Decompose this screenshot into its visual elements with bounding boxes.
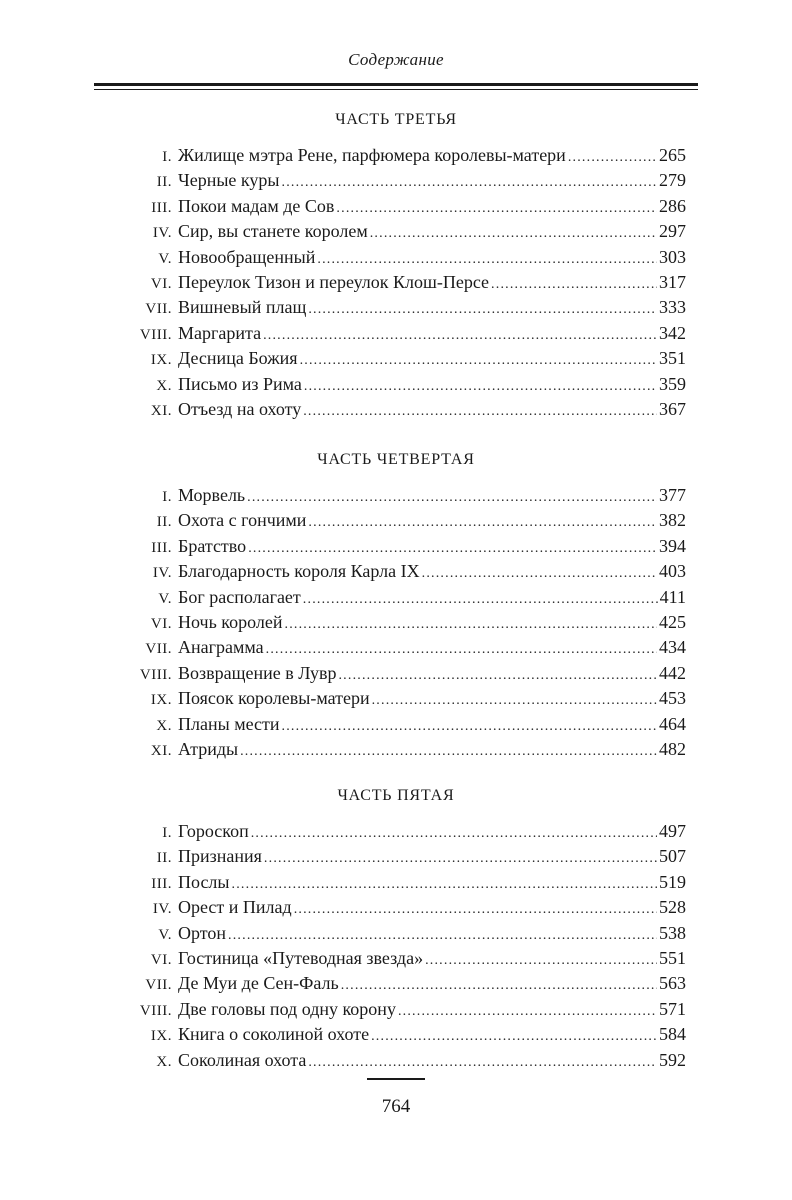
- chapter-title: Переулок Тизон и переулок Клош-Персе: [178, 271, 490, 292]
- dot-leader: [371, 1024, 657, 1049]
- toc-entry: [0, 971, 792, 996]
- chapter-page: 571: [659, 998, 686, 1019]
- toc-entries: [0, 819, 792, 1073]
- toc-entry: [0, 585, 792, 610]
- header-rule-thick: [94, 83, 698, 86]
- toc-entry: [0, 895, 792, 920]
- chapter-number: VIII.: [139, 326, 172, 343]
- chapter-title: Признания: [178, 846, 262, 867]
- toc-entry: [0, 686, 792, 711]
- toc-entries: [0, 483, 792, 762]
- chapter-page: 351: [659, 348, 686, 369]
- chapter-title: Атриды: [178, 738, 239, 759]
- chapter-number: III.: [151, 199, 172, 216]
- header-rule-thin: [94, 89, 698, 90]
- chapter-title: Ночь королей: [178, 611, 283, 632]
- chapter-number: VI.: [150, 951, 172, 968]
- chapter-number: II.: [156, 850, 172, 867]
- chapter-title: Жилище мэтра Рене, парфюмера королевы-матери: [178, 145, 566, 165]
- dot-leader: [248, 536, 657, 561]
- chapter-number: V.: [158, 590, 172, 607]
- dot-leader: [282, 170, 658, 195]
- chapter-number: V.: [158, 926, 172, 943]
- toc-entry: [0, 372, 792, 397]
- chapter-title: Морвель: [178, 485, 246, 505]
- chapter-title: Планы мести: [178, 713, 280, 734]
- chapter-page: 411: [659, 586, 686, 607]
- chapter-number: VII.: [145, 977, 172, 994]
- chapter-page: 507: [659, 846, 686, 867]
- dot-leader: [491, 272, 657, 297]
- toc-entry: [0, 168, 792, 193]
- chapter-title: Книга о соколиной охоте: [178, 1024, 370, 1045]
- chapter-number: IX.: [150, 692, 172, 709]
- chapter-number: IV.: [152, 565, 172, 582]
- chapter-title: Благодарность короля Карла IX: [178, 561, 420, 582]
- dot-leader: [294, 897, 657, 922]
- toc-entry: [0, 534, 792, 559]
- toc-entry: [0, 1022, 792, 1047]
- chapter-title: Охота с гончими: [178, 510, 307, 531]
- page-number: 764: [381, 1096, 411, 1117]
- toc-entry: [0, 559, 792, 584]
- chapter-number: IV.: [152, 225, 172, 242]
- chapter-number: IX.: [150, 1028, 172, 1045]
- chapter-number: X.: [156, 1053, 172, 1070]
- dot-leader: [232, 872, 657, 897]
- chapter-number: VI.: [150, 275, 172, 292]
- chapter-number: X.: [156, 377, 172, 394]
- chapter-page: 551: [659, 947, 686, 968]
- chapter-page: 359: [659, 373, 686, 394]
- chapter-number: IX.: [150, 352, 172, 369]
- chapter-number: VII.: [145, 301, 172, 318]
- dot-leader: [308, 297, 657, 322]
- chapter-page: 592: [659, 1049, 686, 1070]
- chapter-number: II.: [156, 514, 172, 531]
- dot-leader: [300, 348, 657, 373]
- toc-entry: [0, 346, 792, 371]
- dot-leader: [228, 923, 657, 948]
- dot-leader: [303, 587, 658, 612]
- dot-leader: [372, 688, 657, 713]
- chapter-title: Маргарита: [178, 322, 262, 343]
- chapter-title: Возвращение в Лувр: [178, 662, 337, 683]
- chapter-page: 584: [659, 1024, 686, 1045]
- chapter-number: VIII.: [139, 666, 172, 683]
- chapter-number: XI.: [150, 742, 172, 759]
- dot-leader: [422, 561, 657, 586]
- chapter-page: 279: [659, 170, 686, 191]
- dot-leader: [317, 247, 657, 272]
- dot-leader: [263, 323, 657, 348]
- toc-entry: [0, 997, 792, 1022]
- chapter-title: Новообращенный: [178, 246, 316, 267]
- chapter-number: I.: [162, 489, 172, 505]
- dot-leader: [568, 145, 657, 170]
- chapter-page: 519: [659, 871, 686, 892]
- chapter-number: VI.: [150, 615, 172, 632]
- chapter-page: 497: [659, 821, 686, 841]
- toc-entry: [0, 245, 792, 270]
- chapter-title: Ортон: [178, 922, 227, 943]
- toc-entry: [0, 870, 792, 895]
- chapter-title: Поясок королевы-матери: [178, 688, 370, 709]
- chapter-number: II.: [156, 174, 172, 191]
- part-title: ЧАСТЬ ТРЕТЬЯ: [335, 111, 457, 128]
- chapter-page: 434: [659, 637, 686, 658]
- chapter-number: X.: [156, 717, 172, 734]
- toc-part-four: [0, 447, 792, 762]
- chapter-title: Письмо из Рима: [178, 373, 302, 394]
- dot-leader: [341, 973, 657, 998]
- chapter-title: Десница Божия: [178, 348, 298, 369]
- toc-entry: [0, 712, 792, 737]
- chapter-title: Братство: [178, 535, 247, 556]
- chapter-number: III.: [151, 875, 172, 892]
- dot-leader: [308, 510, 657, 535]
- chapter-title: Послы: [178, 871, 230, 892]
- toc-entry: [0, 219, 792, 244]
- dot-leader: [398, 999, 657, 1024]
- toc-entry: [0, 483, 792, 508]
- folio-rule: [367, 1078, 425, 1080]
- dot-leader: [247, 485, 657, 510]
- dot-leader: [425, 948, 657, 973]
- toc-entry: [0, 321, 792, 346]
- dot-leader: [308, 1050, 657, 1075]
- chapter-title: Анаграмма: [178, 637, 264, 658]
- toc-entry: [0, 661, 792, 686]
- dot-leader: [266, 637, 657, 662]
- chapter-page: 342: [659, 322, 686, 343]
- toc-part-three: [0, 107, 792, 422]
- toc-entry: [0, 737, 792, 762]
- chapter-title: Бог располагает: [178, 586, 301, 607]
- toc-entry: [0, 946, 792, 971]
- toc-entry: [0, 635, 792, 660]
- chapter-page: 394: [659, 535, 686, 556]
- dot-leader: [282, 714, 657, 739]
- toc-entries: [0, 143, 792, 422]
- chapter-page: 538: [659, 922, 686, 943]
- chapter-number: XI.: [150, 402, 172, 419]
- chapter-page: 528: [659, 897, 686, 918]
- chapter-page: 297: [659, 221, 686, 242]
- chapter-page: 333: [659, 297, 686, 318]
- dot-leader: [336, 196, 657, 221]
- chapter-page: 377: [659, 485, 686, 505]
- dot-leader: [264, 846, 657, 871]
- dot-leader: [303, 399, 657, 424]
- chapter-number: V.: [158, 250, 172, 267]
- chapter-title: Две головы под одну корону: [178, 998, 396, 1019]
- chapter-title: Покои мадам де Сов: [178, 195, 335, 216]
- chapter-page: 453: [659, 688, 686, 709]
- chapter-number: VII.: [145, 641, 172, 658]
- chapter-number: I.: [162, 149, 172, 165]
- toc-entry: [0, 295, 792, 320]
- chapter-number: VIII.: [139, 1002, 172, 1019]
- chapter-page: 425: [659, 611, 686, 632]
- toc-entry: [0, 508, 792, 533]
- toc-entry: [0, 610, 792, 635]
- toc-entry: [0, 194, 792, 219]
- chapter-title: Гороскоп: [178, 821, 249, 841]
- chapter-page: 367: [659, 398, 686, 419]
- chapter-title: Гостиница «Путеводная звезда»: [178, 947, 424, 968]
- running-head: Содержание: [348, 50, 444, 69]
- chapter-page: 265: [659, 145, 686, 165]
- chapter-number: III.: [151, 539, 172, 556]
- chapter-number: IV.: [152, 901, 172, 918]
- dot-leader: [304, 374, 657, 399]
- chapter-title: Сир, вы станете королем: [178, 221, 368, 242]
- toc-entry: [0, 270, 792, 295]
- toc-part-five: [0, 783, 792, 1073]
- chapter-page: 286: [659, 195, 686, 216]
- toc-entry: [0, 1048, 792, 1073]
- toc-entry: [0, 397, 792, 422]
- chapter-number: I.: [162, 825, 172, 841]
- toc-entry: [0, 819, 792, 844]
- dot-leader: [370, 221, 657, 246]
- chapter-title: Соколиная охота: [178, 1049, 307, 1070]
- chapter-page: 563: [659, 973, 686, 994]
- chapter-title: Вишневый плащ: [178, 297, 307, 318]
- chapter-page: 442: [659, 662, 686, 683]
- part-title: ЧАСТЬ ПЯТАЯ: [337, 787, 455, 804]
- chapter-page: 403: [659, 561, 686, 582]
- chapter-title: Де Муи де Сен-Фаль: [178, 973, 339, 994]
- chapter-page: 317: [659, 271, 686, 292]
- toc-entry: [0, 921, 792, 946]
- chapter-page: 482: [659, 738, 686, 759]
- dot-leader: [338, 663, 657, 688]
- toc-entry: [0, 844, 792, 869]
- dot-leader: [285, 612, 658, 637]
- part-title: ЧАСТЬ ЧЕТВЕРТАЯ: [317, 451, 475, 468]
- dot-leader: [240, 739, 657, 764]
- dot-leader: [251, 821, 657, 846]
- chapter-title: Черные куры: [178, 170, 280, 191]
- chapter-title: Орест и Пилад: [178, 897, 292, 918]
- chapter-page: 382: [659, 510, 686, 531]
- chapter-page: 303: [659, 246, 686, 267]
- toc-entry: [0, 143, 792, 168]
- chapter-page: 464: [659, 713, 686, 734]
- chapter-title: Отъезд на охоту: [178, 398, 302, 419]
